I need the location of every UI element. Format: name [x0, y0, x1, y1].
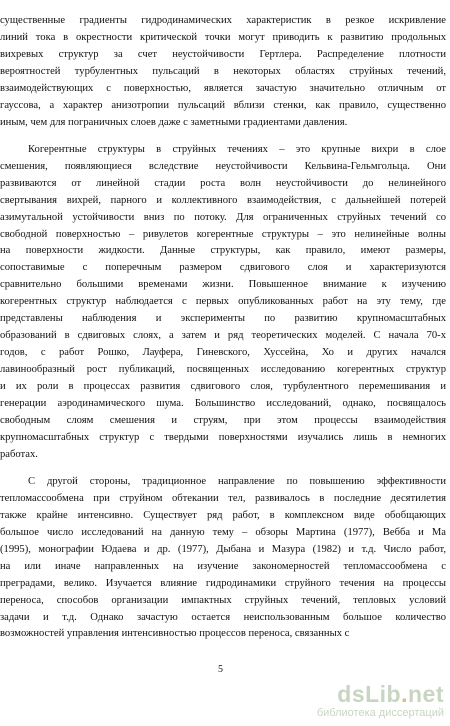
text-line: существенные градиенты гидродинамических характеристик в резкое искривление	[0, 15, 446, 26]
text-line: азимутальной устойчивости вниз по потоку. Для ограниченных струйных течений со	[0, 212, 446, 223]
text-line: и их роли в процессах развития сдвигового слоя, турбулентного перемешивания и	[0, 381, 446, 392]
watermark-logo-dot: .	[401, 681, 408, 707]
text-line: взаимодействующих с поверхностью, является зачастую значительно отличным от	[0, 83, 446, 94]
text-line: большое число исследований на данную тему – обзоры Мартина (1977), Вебба и Ма	[0, 527, 446, 538]
text-line: смешения, появляющиеся вследствие неустойчивости Кельвина-Гельмгольца. Они	[0, 161, 446, 172]
text-line: образований в сдвиговых слоях, а затем и ряд теоретических моделей. С начала 70-х	[0, 330, 446, 341]
text-line: вероятностей турбулентных пульсаций в некоторых областях струйных течений,	[0, 66, 446, 77]
text-line: на или иначе направленных на изучение закономерностей тепломассообмена с	[0, 561, 446, 572]
watermark	[317, 682, 444, 720]
page-number: 5	[218, 664, 223, 675]
text-line: линий тока в окрестности критической точки могут приводить к развитию продольных	[0, 32, 446, 43]
text-line: когерентных структур наблюдается с первых опубликованных работ на эту тему, где	[0, 296, 446, 307]
text-line: свободной поверхностью – ривулетов когерентные структуры – это нелинейные волны	[0, 229, 446, 240]
text-line: тепломассообмена при струйном обтекании тел, развивалось в последние десятилетия	[0, 493, 446, 504]
text-line: Когерентные структуры в струйных течениях – это крупные вихри в слое	[28, 144, 446, 155]
watermark-logo-prefix: dsLib	[337, 681, 402, 707]
text-line: генерации аэродинамического шума. Большинство исследований, однако, посвящалось	[0, 398, 446, 409]
text-line: крупномасштабных структур с твердыми поверхностями изучались лишь в немногих	[0, 432, 446, 443]
text-line: гауссова, а характер анизотропии пульсаций вблизи стенки, как правило, существенно	[0, 100, 446, 111]
text-line: работах.	[0, 449, 38, 460]
text-line: лавинообразный рост публикаций, посвященных исследованию когерентных структур	[0, 364, 446, 375]
text-line: переноса, способов организации импактных струйных течений, тепловых условий	[0, 595, 446, 606]
watermark-logo	[317, 682, 444, 707]
text-line: сопоставимые с поперечным размером сдвигового слоя и характеризуются	[0, 262, 446, 273]
text-line: преградами, велико. Изучается влияние гидродинамики струйного течения на процессы	[0, 578, 446, 589]
text-line: задачи и т.д. Однако зачастую остается неиспользованным большое количество	[0, 612, 446, 623]
text-line: на поверхности жидкости. Данные структуры, как правило, имеют размеры,	[0, 245, 446, 256]
watermark-logo-suffix: net	[408, 681, 444, 707]
text-line: иным, чем для пограничных слоев даже с заметными градиентами давления.	[0, 117, 348, 128]
text-line: развиваются от линейной стадии роста волн неустойчивости до нелинейного	[0, 178, 446, 189]
text-line: свободным слоям смешения и струям, при этом процессы взаимодействия	[0, 415, 446, 426]
watermark-subtitle: библиотека диссертаций	[316, 707, 444, 719]
text-line: также крайне интенсивно. Существует ряд работ, в комплексном виде обобщающих	[0, 510, 446, 521]
text-line: С другой стороны, традиционное направление по повышению эффективности	[28, 476, 446, 487]
text-line: сравнительно большими временами жизни. Повышенное внимание к изучению	[0, 279, 446, 290]
text-line: (1995), монографии Юдаева и др. (1977), Дыбана и Мазура (1982) и т.д. Число работ,	[0, 544, 446, 555]
text-line: годов, с работ Рошко, Лауфера, Гиневского, Хуссейна, Хо и других начался	[0, 347, 446, 358]
text-line: свертывания вихрей, парного и коллективного взаимодействия, с дальнейшей потерей	[0, 195, 446, 206]
text-line: представлены наблюдения и эксперименты по развитию крупномасштабных	[0, 313, 446, 324]
text-line: вихревых структур за счет неустойчивости Гертлера. Распределение плотности	[0, 49, 446, 60]
text-line: возможностей управления интенсивностью процессов переноса, связанных с	[0, 628, 350, 639]
